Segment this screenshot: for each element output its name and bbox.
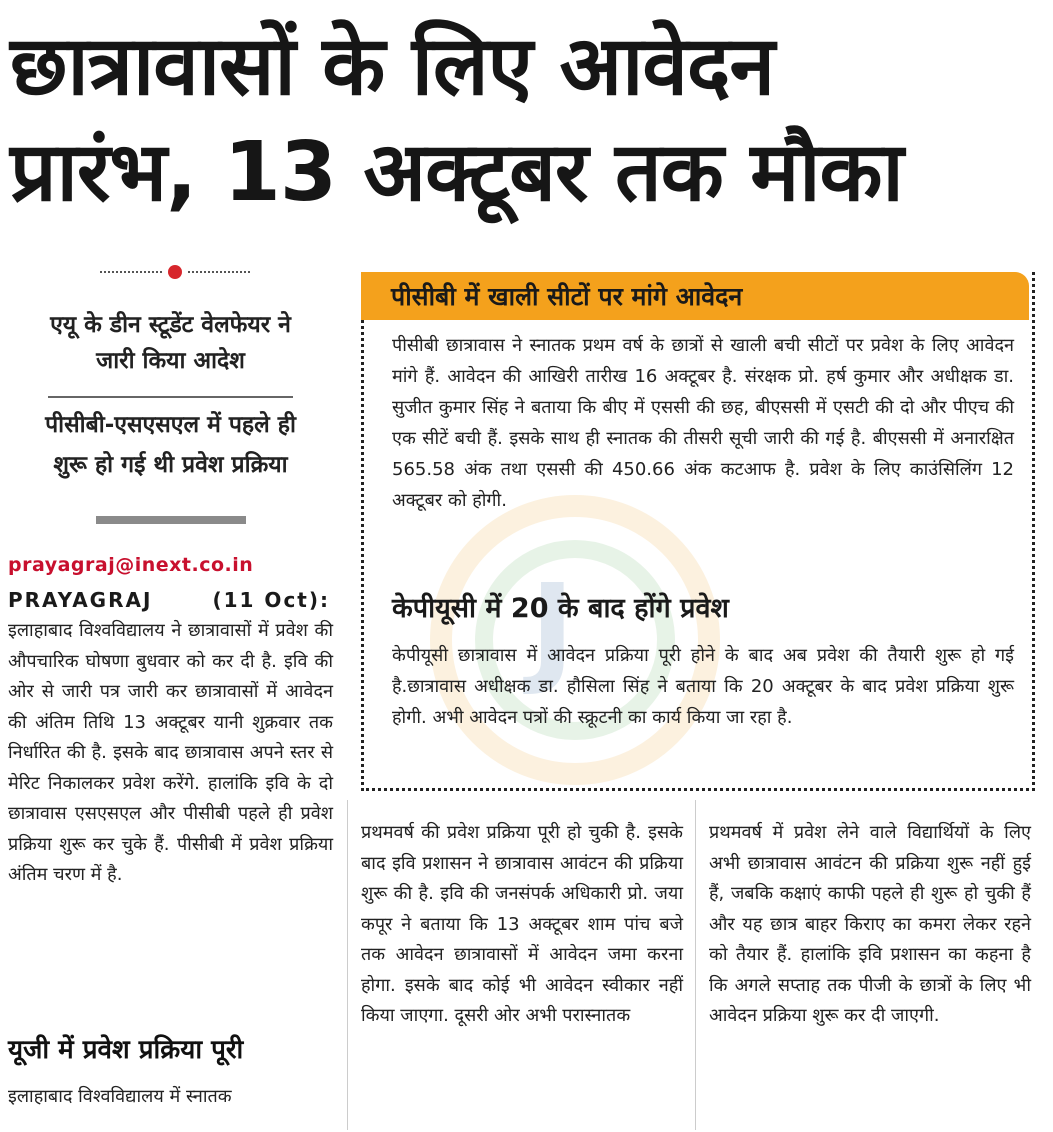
byline-email[interactable]: prayagraj@inext.co.in: [8, 554, 254, 576]
headline: [10, 14, 1046, 226]
kicker-divider: [48, 396, 293, 398]
kicker-line-1: एयू के डीन स्टूडेंट वेलफेयर ने: [50, 312, 291, 338]
kicker-line-4: शुरू हो गई थी प्रवेश प्रक्रिया: [53, 452, 288, 478]
kicker-line-2: जारी किया आदेश: [96, 348, 245, 374]
article-subhead: यूजी में प्रवेश प्रक्रिया पूरी: [8, 1035, 244, 1065]
red-dot-icon: [168, 265, 182, 279]
article-col2: प्रथमवर्ष की प्रवेश प्रक्रिया पूरी हो चुकी है. इसके बाद इवि प्रशासन ने छात्रावास आवंटन की प्रक्रिया शुरू की है. इवि की जनसंपर्क अधिकारी प्रो. जया कपूर ने बताया कि 13 अक्टूबर शाम पांच बजे तक आवेदन छात्रावासों में आवेदन जमा करना होगा. इसके बाद कोई भी आवेदन स्वीकार नहीं किया जाएगा. दूसरी ओर अभी परास्नातक: [361, 822, 683, 1026]
article-col1-tail: इलाहाबाद विश्वविद्यालय में स्नातक: [8, 1086, 232, 1107]
info-box-subtitle: केपीयूसी में 20 के बाद होंगे प्रवेश: [392, 593, 729, 624]
info-box-title: पीसीबी में खाली सीटों पर मांगे आवेदन: [391, 282, 743, 311]
headline-line-1: छात्रावासों के लिए आवेदन: [10, 19, 774, 114]
dotted-line-right: [188, 271, 250, 273]
dateline-city: PRAYAGRAJ: [8, 588, 153, 612]
article-col3: प्रथमवर्ष में प्रवेश लेने वाले विद्यार्थियों के लिए अभी छात्रावास आवंटन की प्रक्रिया शुरू नहीं हुई हैं, जबकि कक्षाएं काफी पहले ही शुरू हो चुकी हैं और यह छात्र बाहर किराए का कमरा लेकर रहने को तैयार हैं. हालांकि इवि प्रशासन का कहना है कि अगले सप्ताह तक पीजी के छात्रों के लिए भी आवेदन प्रक्रिया शुरू कर दी जाएगी.: [709, 822, 1031, 1026]
watermark-logo: J: [530, 560, 575, 699]
dateline: [8, 588, 330, 612]
column-rule-2: [695, 800, 696, 1130]
article-lead: इलाहाबाद विश्वविद्यालय ने छात्रावासों में प्रवेश की औपचारिक घोषणा बुधवार को कर दी है. इवि की ओर से जारी पत्र जारी कर छात्रावासों में आवेदन की अंतिम तिथि 13 अक्टूबर यानी शुक्रवार तक निर्धारित की है. इसके बाद छात्रावास अपने स्तर से मेरिट निकालकर प्रवेश करेंगे. हालांकि इवि के दो छात्रावास एसएसएल और पीसीबी पहले ही प्रवेश प्रक्रिया शुरू कर चुके हैं. पीसीबी में प्रवेश प्रक्रिया अंतिम चरण में है.: [8, 620, 333, 885]
info-box-para-2: केपीयूसी छात्रावास में आवेदन प्रक्रिया पूरी होने के बाद अब प्रवेश की तैयारी शुरू हो गई है.छात्रावास अधीक्षक डा. हौसिला सिंह ने बताया कि 20 अक्टूबर के बाद प्रवेश प्रक्रिया शुरू होगी. अभी आवेदन पत्रों की स्क्रूटनी का कार्य किया जा रहा है.: [392, 645, 1014, 728]
grey-bar: [96, 516, 246, 524]
info-box-header: [361, 272, 1029, 320]
dotted-line-left: [100, 271, 162, 273]
dateline-date: (11 Oct):: [212, 588, 330, 612]
headline-line-2: प्रारंभ, 13 अक्टूबर तक मौका: [10, 125, 903, 220]
info-box-para-1: पीसीबी छात्रावास ने स्नातक प्रथम वर्ष के छात्रों से खाली बची सीटों पर प्रवेश के लिए आवेदन मांगे हैं. आवेदन की आखिरी तारीख 16 अक्टूबर है. संरक्षक प्रो. हर्ष कुमार और अधीक्षक डा. सुजीत कुमार सिंह ने बताया कि बीए में एससी की छह, बीएससी में एसटी की दो और पीएच की एक सीटें बची हैं. इसके साथ ही स्नातक की तीसरी सूची जारी की गई है. बीएससी में अनारक्षित 565.58 अंक तथा एससी की 450.66 अंक कटआफ है. प्रवेश के लिए काउंसिलिंग 12 अक्टूबर को होगी.: [392, 335, 1014, 511]
separator-dots: [100, 262, 250, 282]
kicker-line-3: पीसीबी-एसएसएल में पहले ही: [45, 412, 296, 438]
column-rule-1: [347, 800, 348, 1130]
